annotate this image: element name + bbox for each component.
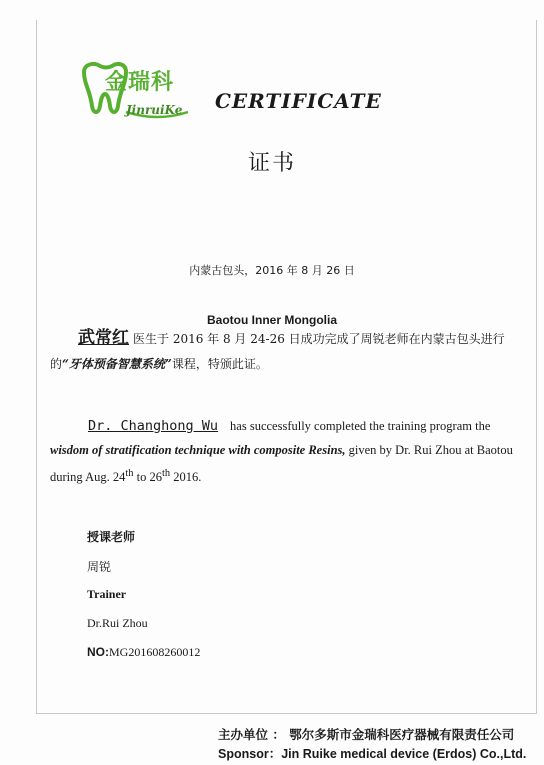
course-name-cn: “牙体预备智慧系统” (62, 357, 172, 371)
ordinal-suffix-2: th (161, 468, 171, 479)
trainer-name-en: Dr.Rui Zhou (87, 616, 148, 630)
sponsor-en: Sponsor：Jin Ruike medical device (Erdos) Co.,Ltd. (218, 747, 527, 761)
issue-date-cn: 内蒙古包头，2016 年 8 月 26 日 (189, 264, 355, 277)
statement-text-en-1: has successfully completed the training program the (230, 419, 491, 433)
statement-text-cn-2: 课程，特颁此证。 (171, 357, 268, 371)
trainer-name-cn: 周锐 (87, 560, 112, 574)
english-statement (50, 414, 526, 489)
recipient-name-en: Dr. Changhong Wu (88, 418, 219, 434)
statement-text-en-4: 2016. (170, 470, 202, 485)
logo-english: JinruiKe (126, 103, 183, 117)
sponsor-cn: 主办单位 ： 鄂尔多斯市金瑞科医疗器械有限责任公司 (218, 727, 515, 742)
jinruike-logo (80, 62, 192, 126)
certificate-title-cn: 证书 (247, 151, 296, 176)
location-en: Baotou Inner Mongolia (207, 313, 337, 327)
certificate-number (87, 645, 200, 660)
statement-text-en-2: given by Dr. Rui Zhou at Baotou during Aug. 24 (50, 443, 513, 485)
recipient-name-cn: 武常红 (78, 328, 129, 348)
statement-text-en-3: to 26 (133, 470, 162, 485)
statement-text-cn-1: 医生于 2016 年 8 月 24-26 日成功完成了周锐老师在内蒙古包头进行的 (50, 332, 505, 371)
chinese-statement (50, 326, 526, 377)
certificate-number-value: MG201608260012 (109, 645, 201, 659)
logo-chinese: 金瑞科 (105, 70, 175, 95)
course-name-en: wisdom of stratification technique with composite Resins, (50, 443, 346, 457)
trainer-label-cn: 授课老师 (87, 530, 136, 544)
certificate-title-en: CERTIFICATE (215, 89, 382, 113)
trainer-label-en: Trainer (87, 587, 127, 601)
ordinal-suffix-1: th (125, 468, 134, 479)
certificate-number-label: NO: (87, 645, 109, 659)
